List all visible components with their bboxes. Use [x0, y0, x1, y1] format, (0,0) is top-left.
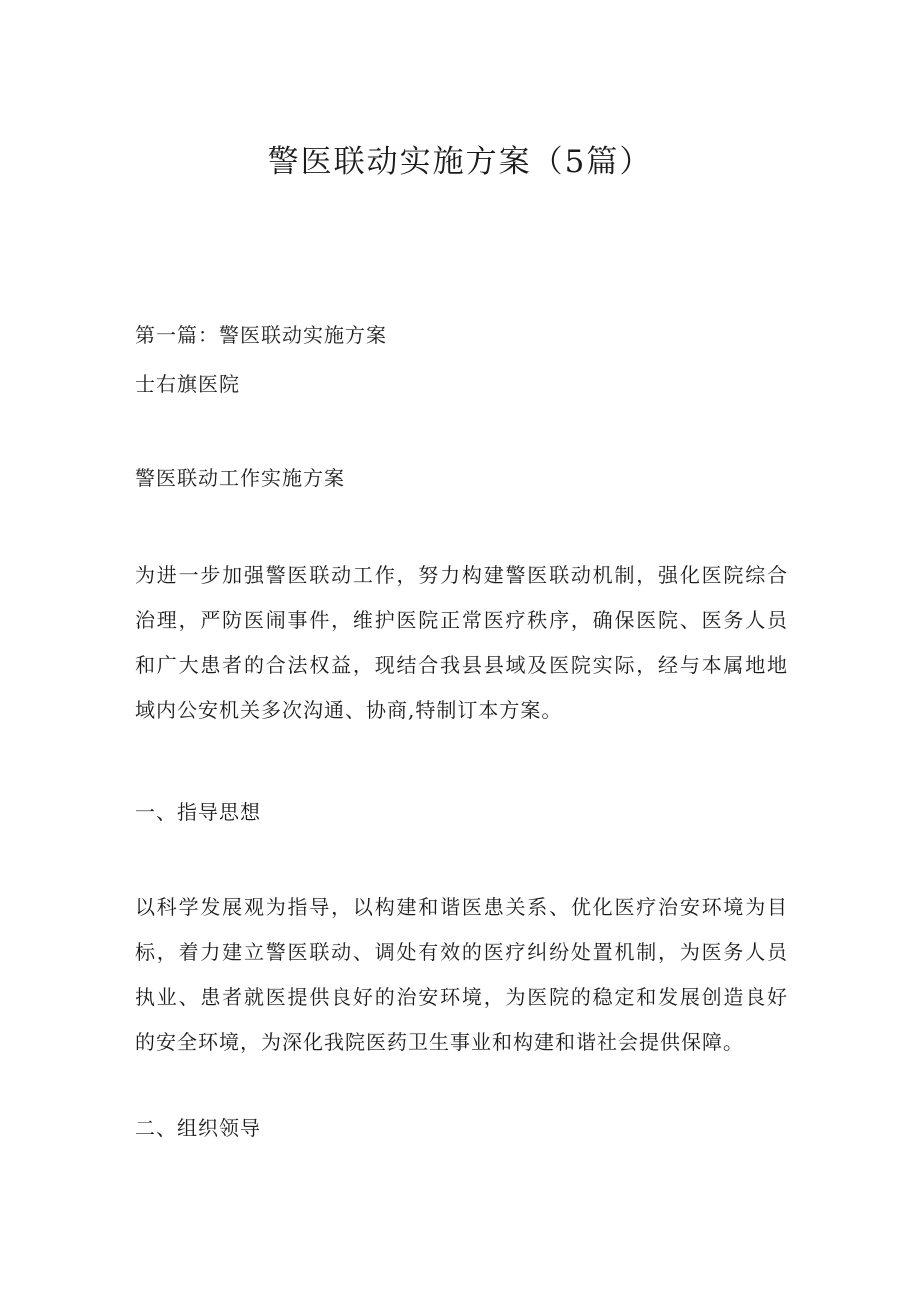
chapter-heading: 第一篇：警医联动实施方案	[135, 323, 387, 347]
paragraph-line: 的安全环境，为深化我院医药卫生事业和构建和谐社会提供保障。	[135, 1030, 744, 1054]
paragraph-line: 治理，严防医闹事件，维护医院正常医疗秩序，确保医院、医务人员	[135, 608, 787, 632]
paragraph-line: 和广大患者的合法权益，现结合我县县域及医院实际，经与本属地地	[135, 653, 787, 677]
paragraph-line: 以科学发展观为指导，以构建和谐医患关系、优化医疗治安环境为目	[135, 895, 787, 919]
plan-title: 警医联动工作实施方案	[135, 466, 345, 490]
guiding-ideology-paragraph	[135, 885, 787, 1065]
paragraph-line: 域内公安机关多次沟通、协商,特制订本方案。	[135, 698, 563, 722]
paragraph-line: 标，着力建立警医联动、调处有效的医疗纠纷处置机制，为医务人员	[135, 940, 787, 964]
document-title: 警医联动实施方案（5篇）	[267, 144, 653, 180]
intro-paragraph	[135, 553, 787, 733]
paragraph-line: 为进一步加强警医联动工作，努力构建警医联动机制，强化医院综合	[135, 563, 787, 587]
section-heading-organization-leadership: 二、组织领导	[135, 1116, 261, 1140]
section-heading-guiding-ideology: 一、指导思想	[135, 800, 261, 824]
organization-name: 士右旗医院	[135, 372, 240, 396]
paragraph-line: 执业、患者就医提供良好的治安环境，为医院的稳定和发展创造良好	[135, 985, 787, 1009]
